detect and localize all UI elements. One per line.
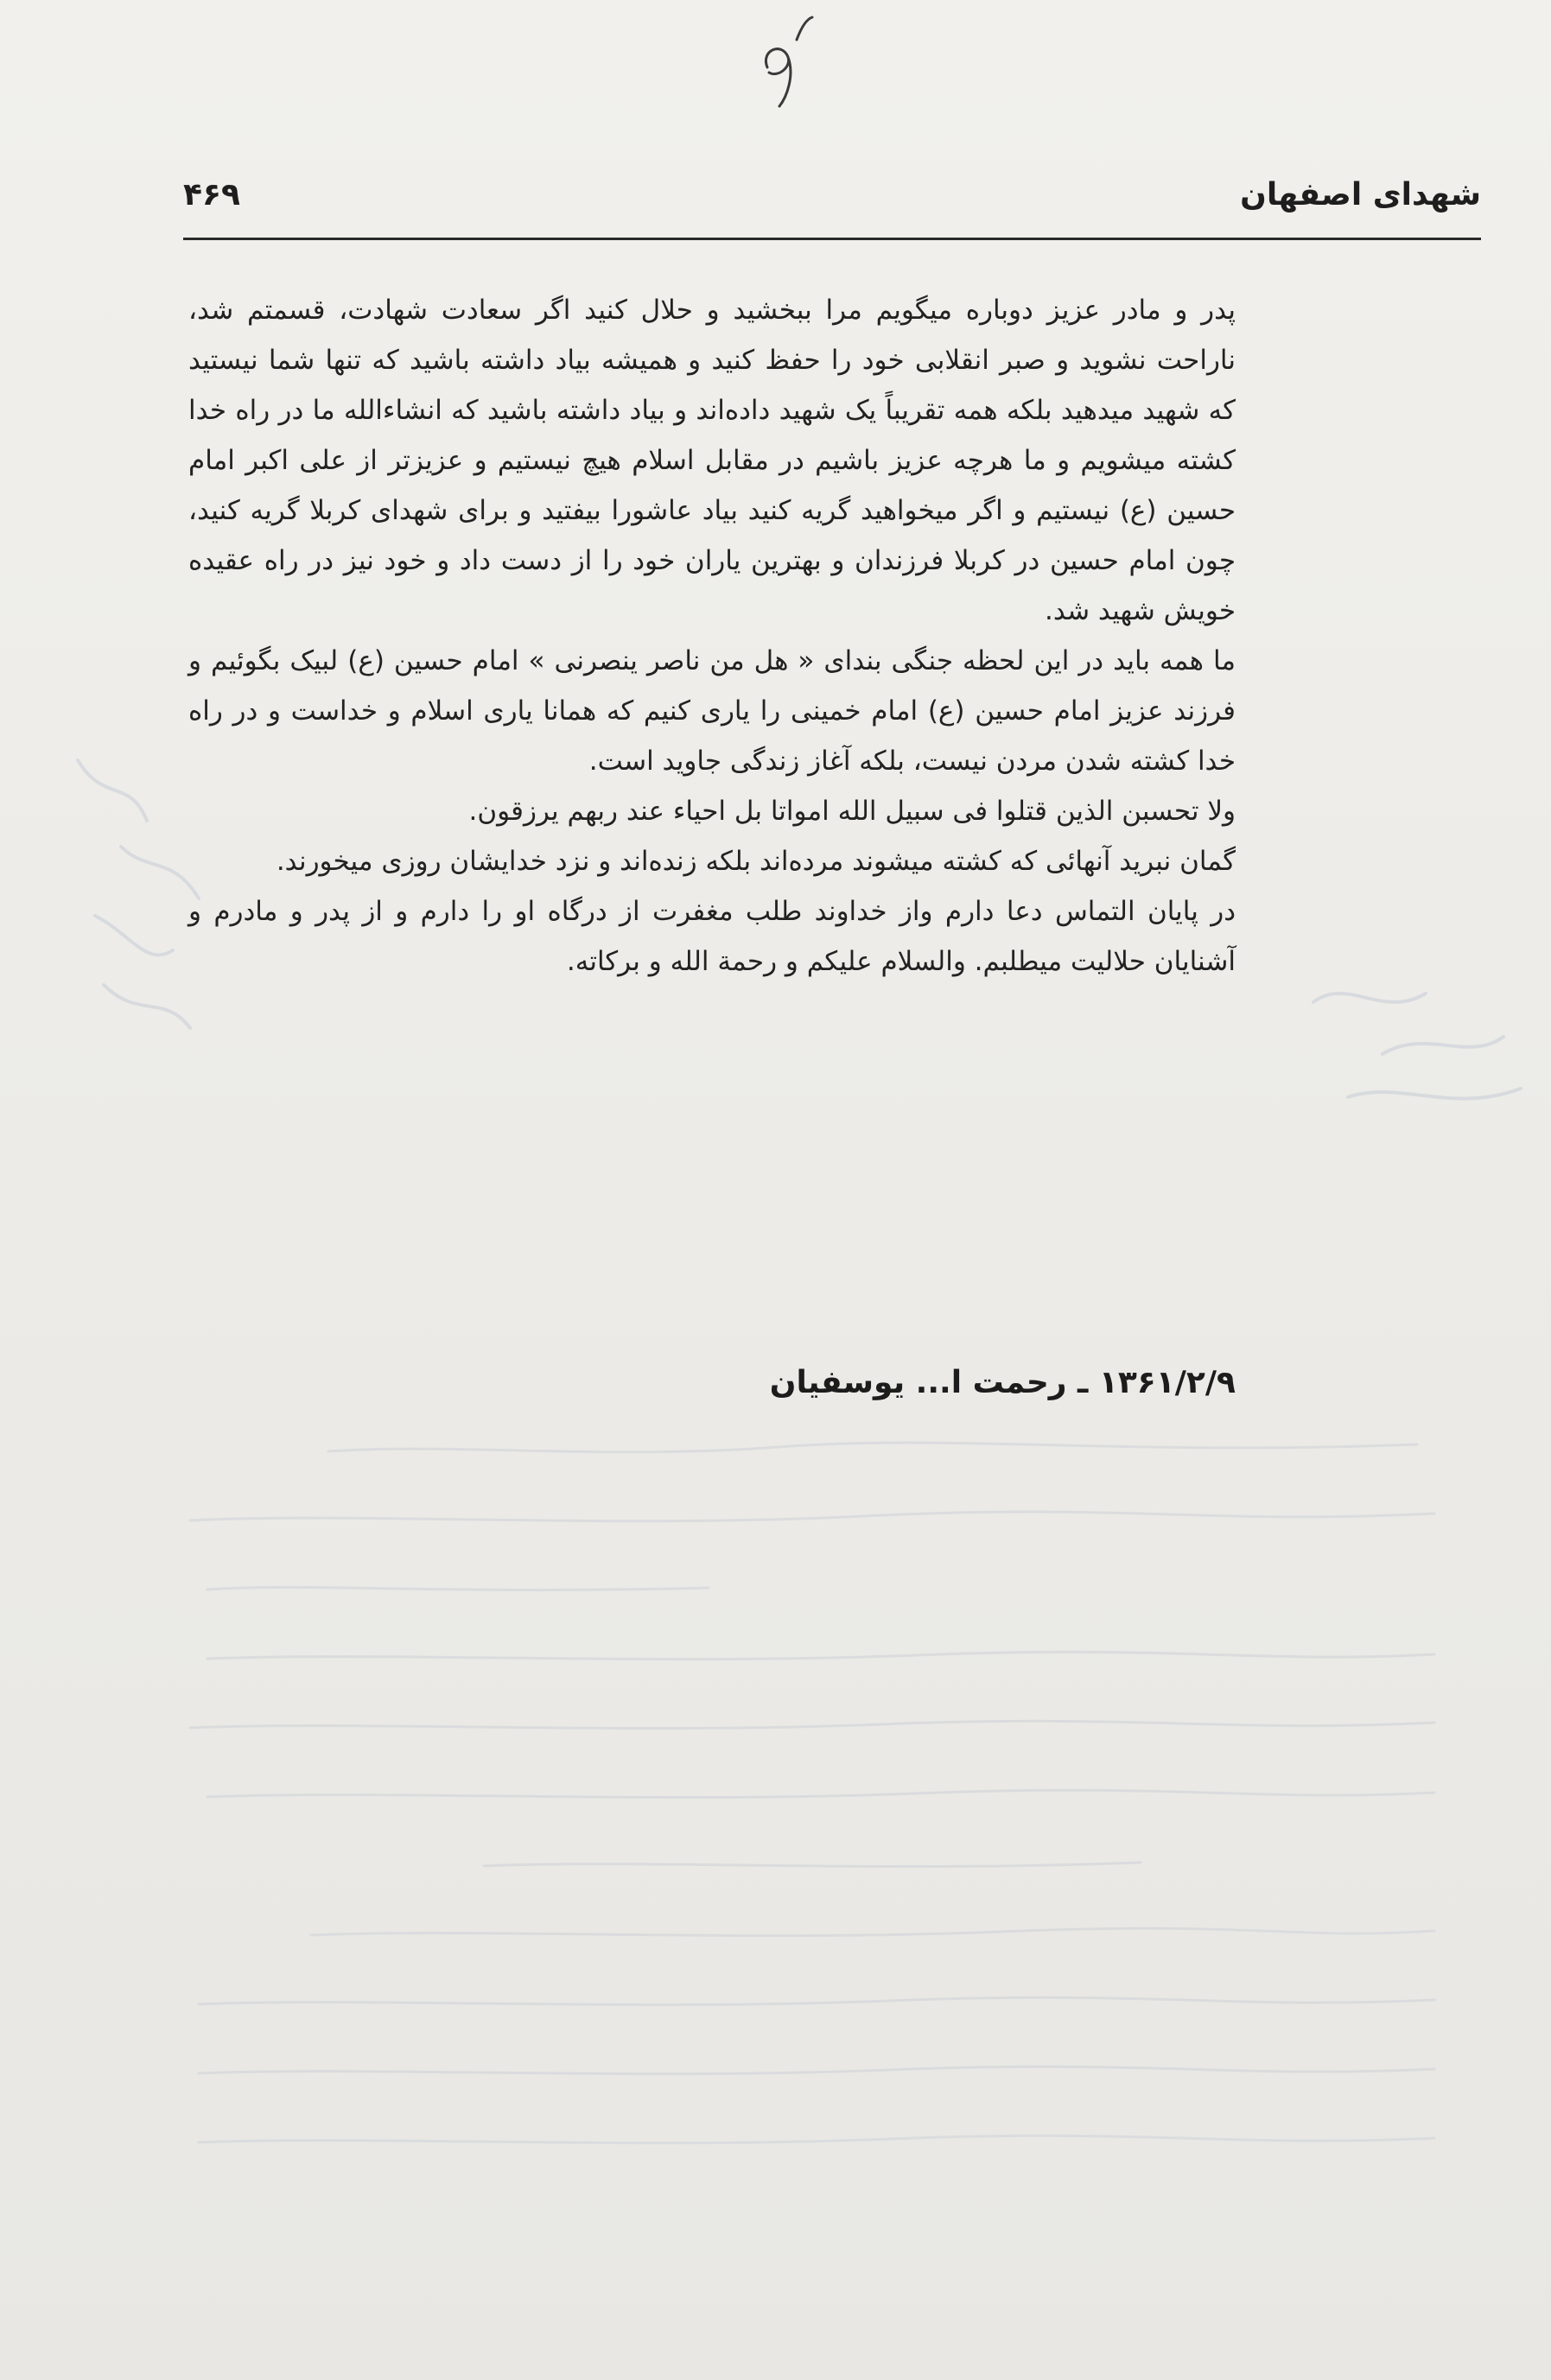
- handwritten-folio-mark: [734, 16, 838, 111]
- running-title: شهدای اصفهان: [1240, 177, 1481, 213]
- page-header: [183, 177, 1481, 238]
- paragraph-closing: در پایان التماس دعا دارم واز خداوند طلب مغفرت از درگاه او را دارم و از پدر و مادرم و آشنایان حلالیت میطلبم. والسلام علیکم و رحمة الله و برکاته.: [188, 896, 1236, 977]
- page-number: ۴۶۹: [183, 177, 240, 213]
- signature-line: ۱۳۶۱/۲/۹ ـ رحمت ا... یوسفیان: [769, 1365, 1236, 1400]
- header-rule: [183, 238, 1481, 240]
- paragraph-quran-verse: ولا تحسبن الذین قتلوا فی سبیل الله امواتا بل احیاء عند ربهم یرزقون.: [468, 796, 1236, 827]
- paragraph-call-to-support: ما همه باید در این لحظه جنگی بندای « هل من ناصر ینصرنی » امام حسین (ع) لبیک بگوئیم و فرزند عزیز امام حسین (ع) امام خمینی را یاری کنیم که همانا یاری اسلام و خداست و در راه خدا کشته شدن مردن نیست، بلکه آغاز زندگی جاوید است.: [188, 645, 1236, 777]
- body-text: [188, 285, 1236, 987]
- paragraph-will-to-parents: پدر و مادر عزیز دوباره میگویم مرا ببخشید و حلال کنید اگر سعادت شهادت، قسمتم شد، ناراحت نشوید و صبر انقلابی خود را حفظ کنید و همیشه بیاد داشته باشید که تنها شما نیستید که شهید میدهید بلکه همه تقریباً یک شهید داده‌اند و بیاد داشته باشید که انشاءالله ما در راه خدا کشته میشویم و ما هرچه عزیز باشیم در مقابل اسلام هیچ نیستیم و عزیزتر از علی اکبر امام حسین (ع) نیستیم و اگر میخواهید گریه کنید بیاد عاشورا بیفتید و برای شهدای کربلا گریه کنید، چون امام حسین در کربلا فرزندان و بهترین یاران خود را از دست داد و خود نیز در راه عقیده خویش شهید شد.: [188, 295, 1236, 626]
- paragraph-verse-translation: گمان نبرید آنهائی که کشته میشوند مرده‌اند بلکه زنده‌اند و نزد خدایشان روزی میخورند.: [276, 846, 1236, 877]
